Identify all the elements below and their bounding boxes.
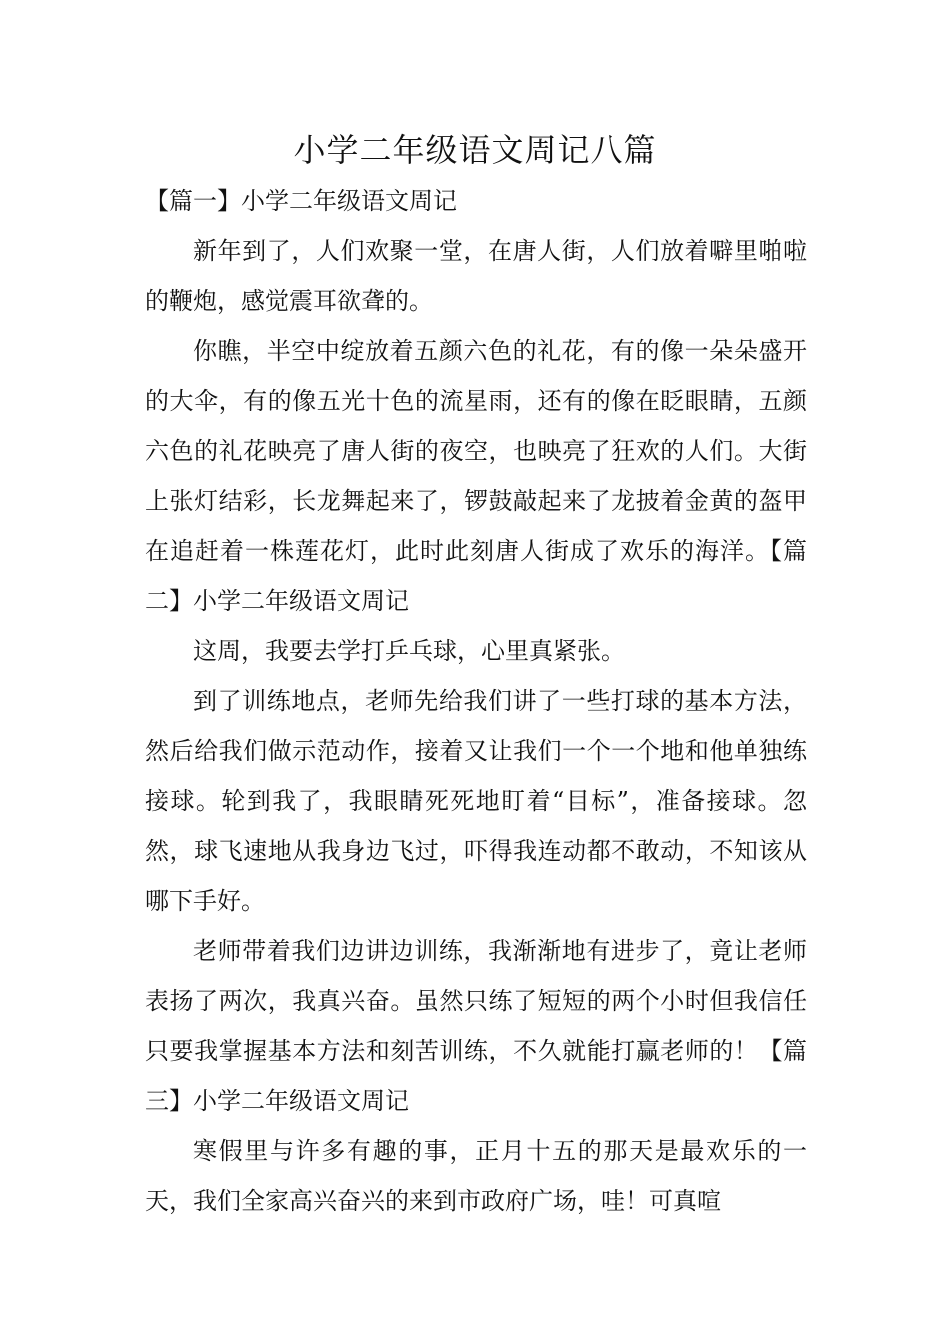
paragraph-6: 寒假里与许多有趣的事，正月十五的那天是最欢乐的一天，我们全家高兴奋兴的来到市政府广场，哇！可真喧 bbox=[145, 1137, 807, 1215]
paragraph-1: 新年到了，人们欢聚一堂，在唐人街，人们放着噼里啪啦的鞭炮，感觉震耳欲聋的。 bbox=[145, 237, 807, 315]
paragraph-3: 这周，我要去学打乒乓球，心里真紧张。 bbox=[193, 637, 625, 665]
section-heading-1: 【篇一】小学二年级语文周记 bbox=[145, 187, 457, 215]
paragraph-4: 到了训练地点，老师先给我们讲了一些打球的基本方法，然后给我们做示范动作，接着又让我们一个一个地和他单独练接球。轮到我了，我眼睛死死地盯着“目标”，准备接球。忽然，球飞速地从我身边飞过，吓得我连动都不敢动，不知该从哪下手好。 bbox=[145, 687, 807, 915]
paragraph-5: 老师带着我们边讲边训练，我渐渐地有进步了，竟让老师表扬了两次，我真兴奋。虽然只练了短短的两个小时但我信任只要我掌握基本方法和刻苦训练，不久就能打赢老师的！【篇三】小学二年级语文周记 bbox=[145, 937, 807, 1115]
document-body bbox=[145, 176, 807, 1226]
document-title: 小学二年级语文周记八篇 bbox=[293, 131, 657, 169]
paragraph-2: 你瞧，半空中绽放着五颜六色的礼花，有的像一朵朵盛开的大伞，有的像五光十色的流星雨，还有的像在眨眼睛，五颜六色的礼花映亮了唐人街的夜空，也映亮了狂欢的人们。大街上张灯结彩，长龙舞起来了，锣鼓敲起来了龙披着金黄的盔甲在追赶着一株莲花灯，此时此刻唐人街成了欢乐的海洋。【篇二】小学二年级语文周记 bbox=[145, 337, 807, 615]
